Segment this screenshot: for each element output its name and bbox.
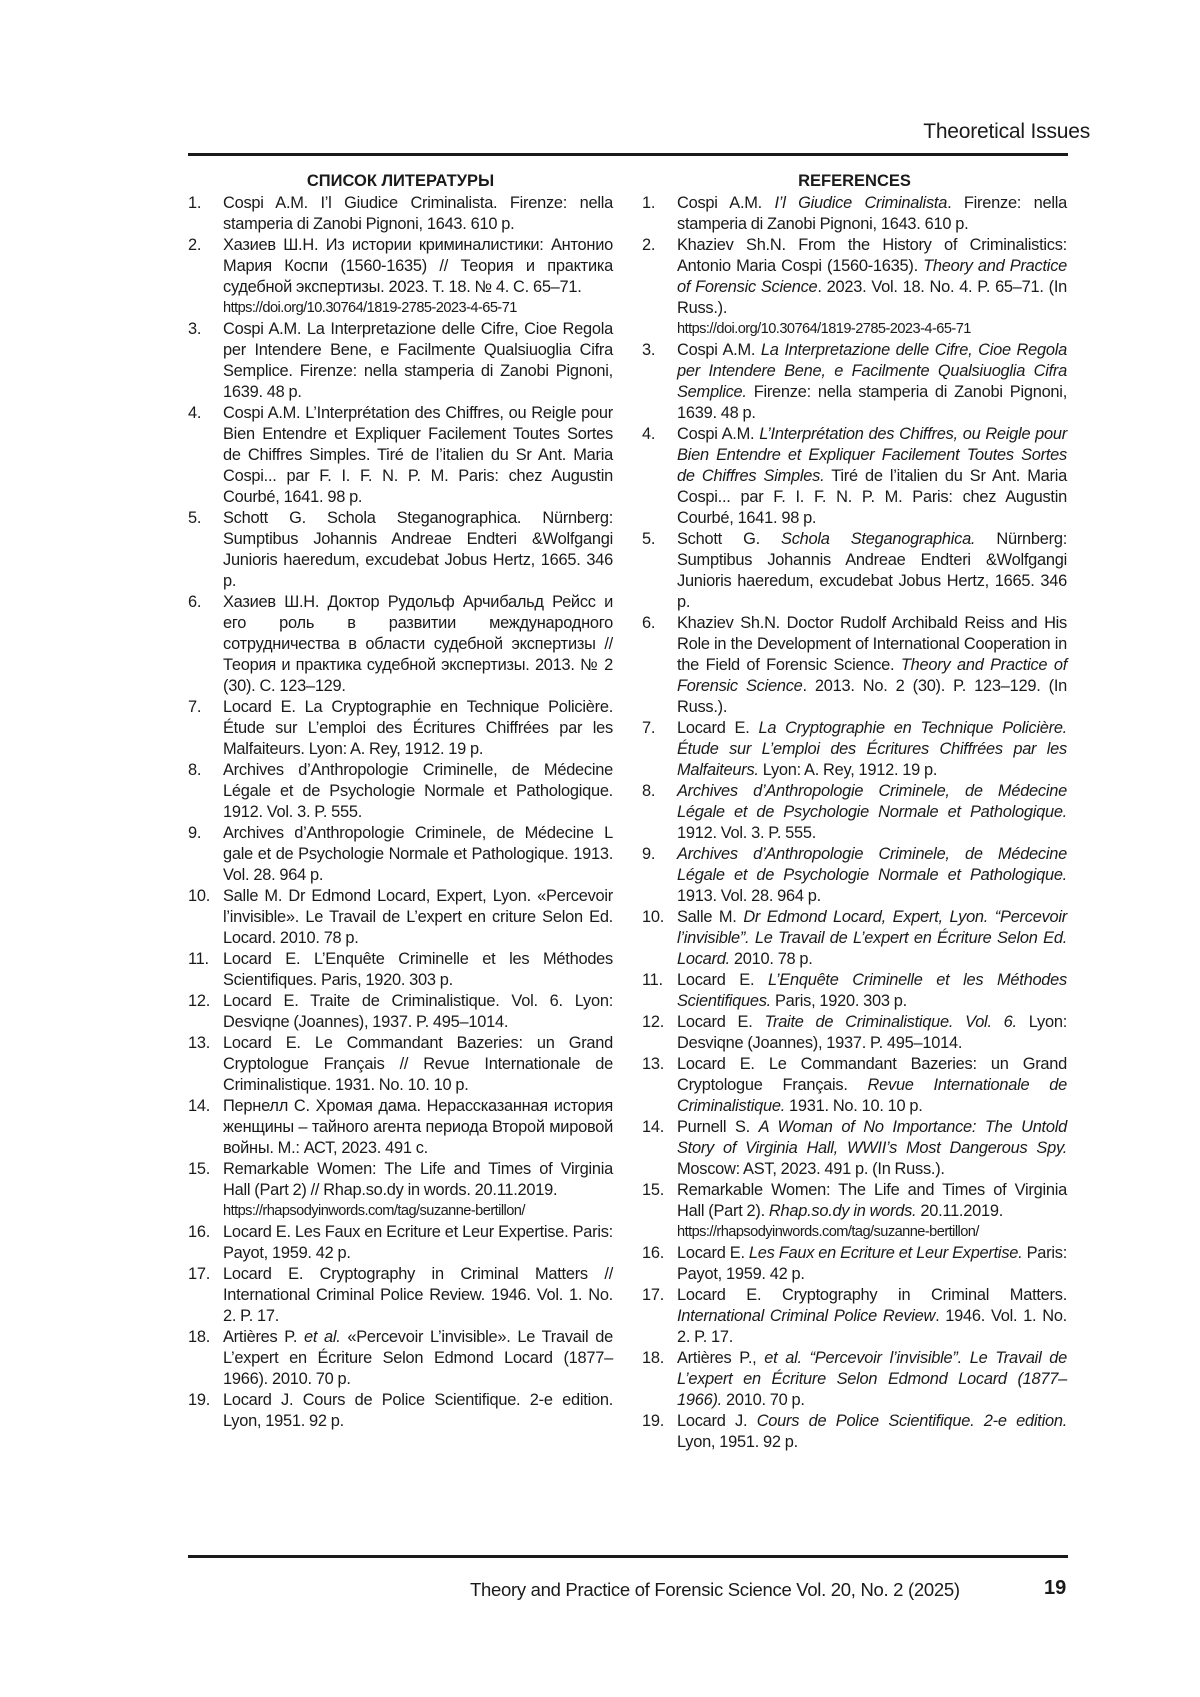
reference-text: . Firenze: nella stamperia di Zanobi Pignoni, 1643. 610 p. xyxy=(677,194,1068,233)
reference-text: Cospi A.M. xyxy=(677,194,775,212)
english-reference-column xyxy=(642,171,1067,1453)
reference-item xyxy=(642,1411,1067,1453)
journal-footer: Theory and Practice of Forensic Science Vol. 20, No. 2 (2025) xyxy=(470,1579,960,1600)
reference-text: Archives d’Anthropologie Criminelle, de Médecine Légale et de Psychologie Normale et Pathologique. 1912. Vol. 3. P. 555. xyxy=(223,761,613,821)
reference-text: Cospi A.M. La Interpretazione delle Cifre, Cioe Regola per Intendere Bene, e Facilmente Qualsiuoglia Cifra Semplice. Firenze: nella stamperia di Zanobi Pignoni, 1639. 48 p. xyxy=(223,320,613,401)
reference-number: 11. xyxy=(188,950,209,968)
reference-italic-text: Rhap.so.dy in words. xyxy=(768,1202,917,1220)
reference-number: 11. xyxy=(642,971,663,989)
header-rule xyxy=(188,153,1068,156)
reference-number: 16. xyxy=(188,1223,211,1241)
reference-number: 18. xyxy=(188,1328,211,1346)
reference-number: 7. xyxy=(188,698,202,716)
reference-text: 20.11.2019. xyxy=(916,1202,1003,1220)
reference-number: 2. xyxy=(642,236,656,254)
reference-item xyxy=(642,718,1067,781)
reference-text: Locard E. Cryptography in Criminal Matters // International Criminal Police Review. 1946. Vol. 1. No. 2. P. 17. xyxy=(223,1265,613,1325)
reference-number: 12. xyxy=(642,1013,665,1031)
reference-italic-text: et al. xyxy=(303,1328,341,1346)
reference-number: 17. xyxy=(642,1286,665,1304)
reference-item xyxy=(642,781,1067,844)
reference-text: Locard E. La Cryptographie en Technique Policière. Étude sur L’emploi des Écritures Chiffrées par les Malfaiteurs. Lyon: A. Rey, 1912. 19 p. xyxy=(223,698,613,758)
reference-number: 19. xyxy=(188,1391,211,1409)
english-reference-list xyxy=(642,193,1067,1453)
reference-text: Locard J. xyxy=(677,1412,757,1430)
reference-item xyxy=(188,760,613,823)
english-references-heading: REFERENCES xyxy=(798,172,911,190)
reference-text: Cospi A.M. xyxy=(677,425,760,443)
reference-text: Paris, 1920. 303 p. xyxy=(771,992,907,1010)
reference-item xyxy=(188,235,613,319)
reference-number: 5. xyxy=(642,530,656,548)
reference-text: Artières P., xyxy=(677,1349,765,1367)
reference-item xyxy=(188,193,613,235)
reference-link: https://rhapsodyinwords.com/tag/suzanne-bertillon/ xyxy=(223,1203,525,1219)
reference-text: Lyon: A. Rey, 1912. 19 p. xyxy=(758,761,938,779)
reference-text: Paris: Payot, 1959. 42 p. xyxy=(677,1244,1067,1283)
reference-text: Salle M. xyxy=(677,908,744,926)
reference-number: 5. xyxy=(188,509,202,527)
reference-text: Хазиев Ш.Н. Доктор Рудольф Арчибальд Рейсс и его роль в развитии международного сотрудничества в области судебной экспертизы // Теория и практика судебной экспертизы. 2013. № 2 (30). С. 123–129. xyxy=(223,593,613,695)
running-header: Theoretical Issues xyxy=(923,120,1090,143)
reference-item xyxy=(188,1390,613,1432)
reference-text: Moscow: AST, 2023. 491 p. (In Russ.). xyxy=(677,1160,945,1178)
reference-text: Locard E. Traite de Criminalistique. Vol. 6. Lyon: Desviqne (Joannes), 1937. P. 495–1014. xyxy=(223,992,613,1031)
reference-italic-text: Archives d’Anthropologie Criminele, de Médecine Légale et de Psychologie Normale et Pathologique. xyxy=(677,845,1067,884)
reference-text: . 1946. Vol. 1. No. 2. P. 17. xyxy=(677,1307,1067,1346)
reference-item xyxy=(188,1264,613,1327)
reference-text: Locard E. xyxy=(677,1244,749,1262)
reference-item xyxy=(188,403,613,508)
reference-text: Salle M. Dr Edmond Locard, Expert, Lyon. «Percevoir l’invisible». Le Travail de L’expert en criture Selon Ed. Locard. 2010. 78 p. xyxy=(223,887,613,947)
reference-italic-text: A Woman of No Importance: The Untold Story of Virginia Hall, WWII’s Most Dangerous Spy. xyxy=(677,1118,1067,1157)
reference-text: Nürnberg: Sumptibus Johannis Andreae Endteri &Wolfgangi Junioris haeredum, excudebat Jobus Hertz, 1665. 346 p. xyxy=(677,530,1068,611)
reference-number: 12. xyxy=(188,992,211,1010)
reference-italic-text: Theory and Practice of Forensic Science xyxy=(677,257,1068,296)
russian-reference-list xyxy=(188,193,613,1432)
reference-item xyxy=(642,844,1067,907)
reference-text: Remarkable Women: The Life and Times of Virginia Hall (Part 2) // Rhap.so.dy in words. 20.11.2019. xyxy=(223,1160,613,1199)
reference-item xyxy=(188,886,613,949)
reference-italic-text: Revue Internationale de Criminalistique. xyxy=(677,1076,1067,1115)
reference-item xyxy=(188,319,613,403)
reference-italic-text: I’l Giudice Criminalista xyxy=(774,194,948,212)
reference-text: Lyon: Desviqne (Joannes), 1937. P. 495–1014. xyxy=(677,1013,1067,1052)
reference-italic-text: L’Enquête Criminelle et les Méthodes Scientifiques. xyxy=(677,971,1067,1010)
reference-text: Schott G. Schola Steganographica. Nürnberg: Sumptibus Johannis Andreae Endteri &Wolfgangi Junioris haeredum, excudebat Jobus Hertz, 1665. 346 p. xyxy=(223,509,613,590)
reference-item xyxy=(188,1222,613,1264)
reference-number: 1. xyxy=(188,194,202,212)
reference-number: 8. xyxy=(188,761,202,779)
reference-italic-text: International Criminal Police Review xyxy=(677,1307,936,1325)
reference-number: 4. xyxy=(188,404,202,422)
reference-italic-text: Schola Steganographica. xyxy=(781,530,976,548)
reference-item xyxy=(642,529,1067,613)
reference-text: Locard E. L’Enquête Criminelle et les Méthodes Scientifiques. Paris, 1920. 303 p. xyxy=(223,950,613,989)
reference-number: 7. xyxy=(642,719,656,737)
reference-italic-text: Archives d’Anthropologie Criminele, de Médecine Légale et de Psychologie Normale et Pathologique. xyxy=(677,782,1067,821)
page-number: 19 xyxy=(1044,1577,1067,1599)
reference-text: Khaziev Sh.N. Doctor Rudolf Archibald Reiss and His Role in the Development of International Cooperation in the Field of Forensic Science. xyxy=(677,614,1067,674)
reference-number: 19. xyxy=(642,1412,665,1430)
reference-number: 3. xyxy=(642,341,656,359)
reference-italic-text: Cours de Police Scientifique. 2-e edition. xyxy=(756,1412,1068,1430)
reference-text: Cospi A.M. L’Interprétation des Chiffres, ou Reigle pour Bien Entendre et Expliquer Facilement Toutes Sortes de Chiffres Simples. Tiré de l’italien du Sr Ant. Maria Cospi... par F. I. F. N. P. M. Paris: chez Augustin Courbé, 1641. 98 p. xyxy=(223,404,613,506)
reference-italic-text: Traite de Criminalistique. Vol. 6. xyxy=(764,1013,1017,1031)
russian-reference-column xyxy=(188,171,613,1432)
reference-text: Khaziev Sh.N. From the History of Criminalistics: Antonio Maria Cospi (1560-1635). xyxy=(677,236,1067,275)
reference-text: 1912. Vol. 3. P. 555. xyxy=(677,824,817,842)
reference-item xyxy=(188,1096,613,1159)
reference-text: 2010. 70 p. xyxy=(721,1391,805,1409)
reference-number: 15. xyxy=(188,1160,211,1178)
reference-text: Locard E. Le Commandant Bazeries: un Grand Cryptologue Français. xyxy=(677,1055,1067,1094)
reference-item xyxy=(642,1243,1067,1285)
reference-item xyxy=(642,235,1067,340)
reference-italic-text: L’Interprétation des Chiffres, ou Reigle pour Bien Entendre et Expliquer Facilement Toutes Sortes de Chiffres Simples. xyxy=(677,425,1067,485)
reference-italic-text: et al. “Percevoir l’invisible”. Le Travail de L’expert en Écriture Selon Edmond Locard (1877–1966). xyxy=(677,1349,1067,1409)
reference-number: 2. xyxy=(188,236,202,254)
reference-item xyxy=(642,1348,1067,1411)
reference-item xyxy=(642,340,1067,424)
russian-references-heading: СПИСОК ЛИТЕРАТУРЫ xyxy=(306,172,495,190)
reference-item xyxy=(642,1180,1067,1243)
footer-rule xyxy=(188,1555,1068,1558)
reference-text: Locard J. Cours de Police Scientifique. 2-e edition. Lyon, 1951. 92 p. xyxy=(223,1391,613,1430)
reference-number: 8. xyxy=(642,782,656,800)
reference-item xyxy=(188,1033,613,1096)
reference-number: 17. xyxy=(188,1265,211,1283)
reference-text: Archives d’Anthropologie Criminele, de Médecine L gale et de Psychologie Normale et Pathologique. 1913. Vol. 28. 964 p. xyxy=(223,824,613,884)
reference-text: . 2023. Vol. 18. No. 4. P. 65–71. (In Russ.). xyxy=(677,278,1067,317)
reference-item xyxy=(642,613,1067,718)
reference-text: Cospi A.M. I’l Giudice Criminalista. Firenze: nella stamperia di Zanobi Pignoni, 1643. 610 p. xyxy=(223,194,613,233)
reference-text: 1913. Vol. 28. 964 p. xyxy=(677,887,821,905)
reference-item xyxy=(188,508,613,592)
reference-number: 6. xyxy=(642,614,656,632)
reference-text: Locard E. xyxy=(677,719,759,737)
reference-number: 13. xyxy=(642,1055,665,1073)
reference-item xyxy=(642,1117,1067,1180)
reference-text: Locard E. xyxy=(677,1013,765,1031)
reference-number: 13. xyxy=(188,1034,211,1052)
reference-number: 1. xyxy=(642,194,656,212)
reference-number: 14. xyxy=(188,1097,211,1115)
reference-text: Purnell S. xyxy=(677,1118,759,1136)
reference-item xyxy=(188,1327,613,1390)
reference-number: 18. xyxy=(642,1349,665,1367)
reference-text: Schott G. xyxy=(677,530,782,548)
reference-item xyxy=(188,592,613,697)
reference-italic-text: Les Faux en Ecriture et Leur Expertise. xyxy=(748,1244,1023,1262)
reference-text: Artières P. xyxy=(223,1328,304,1346)
reference-number: 6. xyxy=(188,593,202,611)
reference-italic-text: Theory and Practice of Forensic Science xyxy=(677,656,1068,695)
reference-text: Tiré de l’italien du Sr Ant. Maria Cospi... par F. I. F. N. P. M. Paris: chez Augustin Courbé, 1641. 98 p. xyxy=(677,467,1068,527)
reference-text: Locard E. Les Faux en Ecriture et Leur Expertise. Paris: Payot, 1959. 42 p. xyxy=(223,1223,613,1262)
reference-item xyxy=(642,907,1067,970)
reference-text: Хазиев Ш.Н. Из истории криминалистики: Антонио Мария Коспи (1560-1635) // Теория и практика судебной экспертизы. 2023. Т. 18. № 4. С. 65–71. xyxy=(223,236,613,296)
reference-text: 1931. No. 10. 10 p. xyxy=(785,1097,923,1115)
reference-number: 10. xyxy=(642,908,665,926)
reference-italic-text: Dr Edmond Locard, Expert, Lyon. “Percevoir l’invisible”. Le Travail de L’expert en Écriture Selon Ed. Locard. xyxy=(677,908,1067,968)
reference-number: 16. xyxy=(642,1244,665,1262)
reference-item xyxy=(642,193,1067,235)
reference-text: Locard E. xyxy=(677,971,768,989)
reference-number: 15. xyxy=(642,1181,665,1199)
reference-item xyxy=(642,1012,1067,1054)
reference-link: https://doi.org/10.30764/1819-2785-2023-4-65-71 xyxy=(677,321,971,337)
reference-number: 3. xyxy=(188,320,202,338)
reference-item xyxy=(188,823,613,886)
reference-text: Locard E. Le Commandant Bazeries: un Grand Cryptologue Français // Revue Internationale de Criminalistique. 1931. No. 10. 10 p. xyxy=(223,1034,613,1094)
reference-item xyxy=(642,970,1067,1012)
reference-item xyxy=(188,991,613,1033)
reference-link: https://rhapsodyinwords.com/tag/suzanne-bertillon/ xyxy=(677,1224,979,1240)
reference-item xyxy=(642,1054,1067,1117)
reference-text: . 2013. No. 2 (30). P. 123–129. (In Russ.). xyxy=(677,677,1067,716)
reference-number: 9. xyxy=(642,845,656,863)
reference-text: Пернелл С. Хромая дама. Нерассказанная история женщины – тайного агента периода Второй мировой войны. М.: АСТ, 2023. 491 с. xyxy=(223,1097,613,1157)
reference-italic-text: La Interpretazione delle Cifre, Cioe Regola per Intendere Bene, e Facilmente Qualsiuoglia Cifra Semplice. xyxy=(677,341,1067,401)
reference-item xyxy=(642,1285,1067,1348)
reference-number: 9. xyxy=(188,824,202,842)
reference-item xyxy=(642,424,1067,529)
reference-text: Lyon, 1951. 92 p. xyxy=(677,1433,798,1451)
reference-item xyxy=(188,949,613,991)
reference-text: Firenze: nella stamperia di Zanobi Pignoni, 1639. 48 p. xyxy=(677,383,1067,422)
reference-item xyxy=(188,697,613,760)
reference-link: https://doi.org/10.30764/1819-2785-2023-4-65-71 xyxy=(223,300,517,316)
reference-number: 4. xyxy=(642,425,656,443)
reference-italic-text: La Cryptographie en Technique Policière. Étude sur L’emploi des Écritures Chiffrées par les Malfaiteurs. xyxy=(677,719,1067,779)
reference-number: 10. xyxy=(188,887,211,905)
reference-text: 2010. 78 p. xyxy=(729,950,813,968)
reference-text: Cospi A.M. xyxy=(677,341,761,359)
reference-text: Remarkable Women: The Life and Times of Virginia Hall (Part 2). xyxy=(677,1181,1067,1220)
reference-text: Locard E. Cryptography in Criminal Matters. xyxy=(677,1286,1067,1304)
reference-text: «Percevoir L’invisible». Le Travail de L’expert en Écriture Selon Edmond Locard (1877–1966). 2010. 70 p. xyxy=(223,1328,613,1388)
reference-item xyxy=(188,1159,613,1222)
reference-number: 14. xyxy=(642,1118,665,1136)
